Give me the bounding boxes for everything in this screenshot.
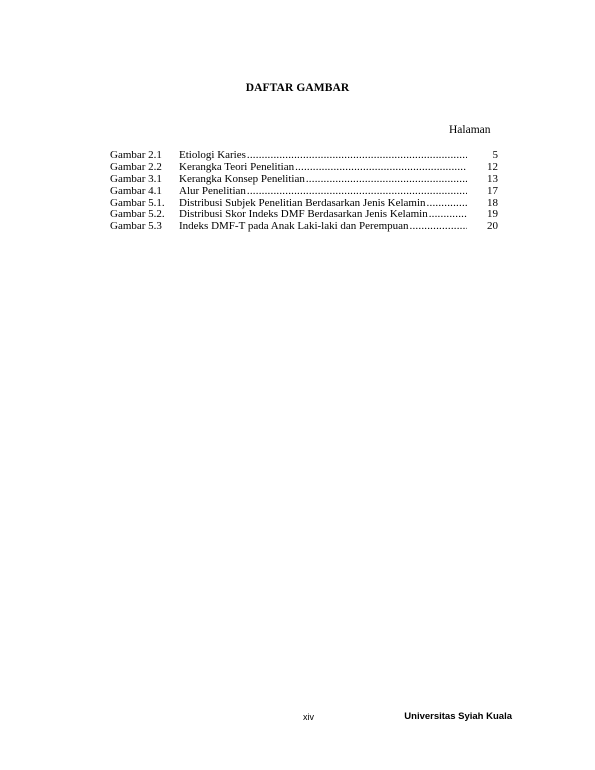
figure-number: Gambar 3.1	[110, 172, 162, 185]
figure-number: Gambar 5.2.	[110, 208, 165, 221]
figure-number: Gambar 4.1	[110, 184, 162, 197]
figure-list-item[interactable]	[110, 198, 498, 210]
dot-leader	[247, 150, 467, 162]
figure-title: Distribusi Skor Indeks DMF Berdasarkan Jenis Kelamin	[179, 209, 428, 221]
dot-leader	[247, 186, 467, 198]
figure-number: Gambar 2.1	[110, 149, 162, 161]
page-column-header: Halaman	[449, 124, 491, 136]
figure-entry	[179, 150, 467, 162]
dot-leader	[427, 198, 467, 210]
figure-page-number: 19	[487, 208, 498, 221]
figure-entry	[179, 162, 467, 174]
figure-entry	[179, 221, 467, 233]
figure-list-item[interactable]	[110, 186, 498, 198]
page-title: DAFTAR GAMBAR	[245, 82, 350, 94]
figure-title: Alur Penelitian	[179, 185, 246, 197]
figure-list-item[interactable]	[110, 150, 498, 162]
figure-list	[110, 150, 498, 233]
figure-page-number: 17	[487, 184, 498, 197]
figure-title: Etiologi Karies	[179, 150, 246, 161]
figure-list-item[interactable]	[110, 209, 498, 221]
figure-number: Gambar 5.3	[110, 220, 162, 233]
figure-list-item[interactable]	[110, 162, 498, 174]
figure-title: Kerangka Teori Penelitian	[179, 161, 295, 173]
figure-number: Gambar 2.2	[110, 160, 162, 173]
figure-page-number: 20	[487, 220, 498, 233]
dot-leader	[295, 162, 467, 174]
figure-title: Kerangka Konsep Penelitian	[179, 173, 305, 185]
figure-list-item[interactable]	[110, 221, 498, 233]
figure-entry	[179, 198, 467, 210]
figure-entry	[179, 209, 467, 221]
dot-leader	[410, 221, 467, 233]
figure-entry	[179, 174, 467, 186]
figure-page-number: 13	[487, 172, 498, 185]
footer-page-number: xiv	[303, 712, 314, 722]
figure-page-number: 5	[492, 149, 498, 161]
figure-number: Gambar 5.1.	[110, 196, 165, 209]
figure-page-number: 12	[487, 160, 498, 173]
figure-list-item[interactable]	[110, 174, 498, 186]
figure-entry	[179, 186, 467, 198]
dot-leader	[306, 174, 467, 186]
figure-page-number: 18	[487, 196, 498, 209]
dot-leader	[429, 209, 467, 221]
figure-title: Distribusi Subjek Penelitian Berdasarkan Jenis Kelamin	[179, 197, 426, 209]
footer-institution: Universitas Syiah Kuala	[404, 711, 512, 722]
figure-title: Indeks DMF-T pada Anak Laki-laki dan Perempuan	[179, 221, 409, 233]
